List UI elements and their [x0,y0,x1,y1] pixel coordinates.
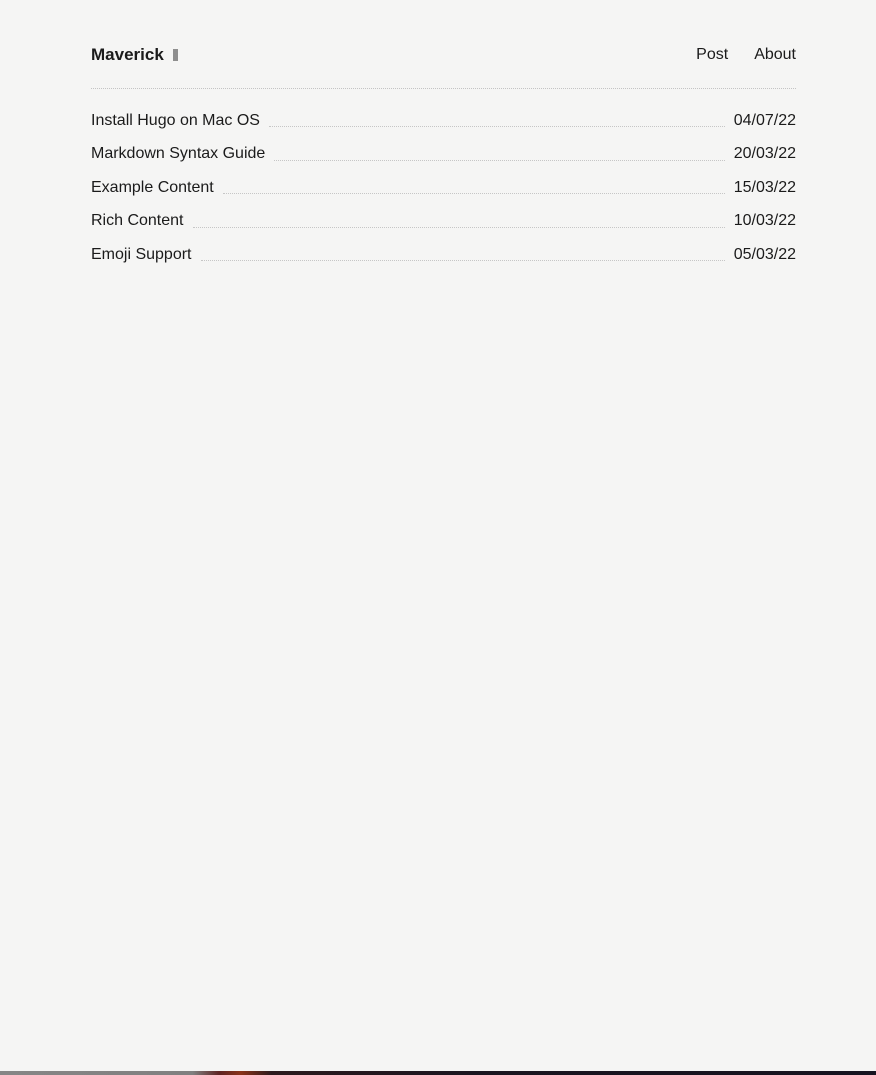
post-date: 10/03/22 [733,212,796,230]
site-nav [696,46,796,64]
nav-link-post[interactable]: Post [696,46,729,63]
post-list-item [91,238,796,272]
dotted-leader [269,126,725,127]
nav-link-about[interactable]: About [754,46,796,63]
dotted-leader [201,260,725,261]
post-title-link[interactable]: Install Hugo on Mac OS [91,111,260,129]
dotted-leader [274,160,724,161]
post-date: 15/03/22 [733,178,796,196]
dotted-leader [193,227,725,228]
post-date: 20/03/22 [733,145,796,163]
post-title-link[interactable]: Rich Content [91,212,184,230]
post-list-item [91,205,796,239]
page-container [0,0,876,272]
post-list-item [91,138,796,172]
post-title-link[interactable]: Emoji Support [91,245,192,263]
post-list-item [91,171,796,205]
post-list [91,104,796,272]
site-header [91,41,796,69]
post-title-link[interactable]: Example Content [91,178,214,196]
site-title-text: Maverick [91,45,164,64]
post-date: 05/03/22 [733,245,796,263]
post-date: 04/07/22 [733,111,796,129]
dotted-leader [223,193,725,194]
site-title-link[interactable] [91,45,178,65]
block-cursor-icon [173,49,178,61]
post-title-link[interactable]: Markdown Syntax Guide [91,145,266,163]
post-list-item [91,104,796,138]
bottom-edge-bar [0,1071,876,1075]
header-divider [91,88,796,89]
